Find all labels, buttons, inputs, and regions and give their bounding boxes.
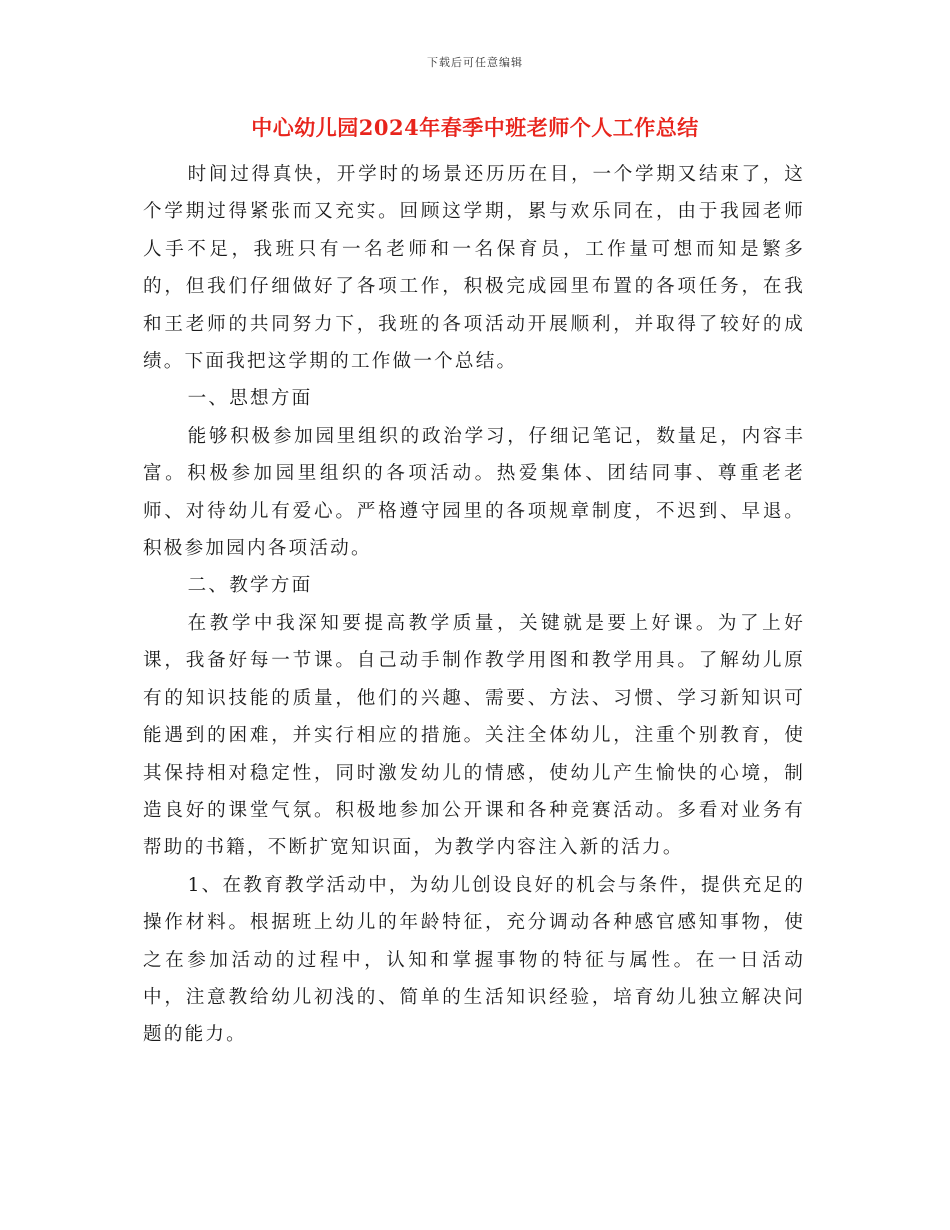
section-heading-thought: 一、思想方面	[187, 388, 313, 410]
section-heading-teaching: 二、教学方面	[187, 575, 313, 597]
header-note: 下载后可任意编辑	[427, 56, 523, 69]
document-body	[143, 156, 805, 1054]
paragraph-item-1: 1、在教育教学活动中，为幼儿创设良好的机会与条件，提供充足的操作材料。根据班上幼儿的年龄特征，充分调动各种感官感知事物，使之在参加活动的过程中，认知和掌握事物的特征与属性。在一日活动中，注意教给幼儿初浅的、简单的生活知识经验，培育幼儿独立解决问题的能力。	[143, 874, 805, 1046]
document-title: 中心幼儿园2024年春季中班老师个人工作总结	[251, 115, 699, 140]
paragraph-intro: 时间过得真快，开学时的场景还历历在目，一个学期又结束了，这个学期过得紧张而又充实。回顾这学期，累与欢乐同在，由于我园老师人手不足，我班只有一名老师和一名保育员，工作量可想而知是繁多的，但我们仔细做好了各项工作，积极完成园里布置的各项任务，在我和王老师的共同努力下，我班的各项活动开展顺利，并取得了较好的成绩。下面我把这学期的工作做一个总结。	[143, 164, 805, 373]
paragraph-thought: 能够积极参加园里组织的政治学习，仔细记笔记，数量足，内容丰富。积极参加园里组织的各项活动。热爱集体、团结同事、尊重老老师、对待幼儿有爱心。严格遵守园里的各项规章制度，不迟到、早退。积极参加园内各项活动。	[143, 425, 805, 560]
paragraph-teaching: 在教学中我深知要提高教学质量，关键就是要上好课。为了上好课，我备好每一节课。自己动手制作教学用图和教学用具。了解幼儿原有的知识技能的质量，他们的兴趣、需要、方法、习惯、学习新知识可能遇到的困难，并实行相应的措施。关注全体幼儿，注重个别教育，使其保持相对稳定性，同时激发幼儿的情感，使幼儿产生愉快的心境，制造良好的课堂气氛。积极地参加公开课和各种竞赛活动。多看对业务有帮助的书籍，不断扩宽知识面，为教学内容注入新的活力。	[143, 612, 805, 859]
